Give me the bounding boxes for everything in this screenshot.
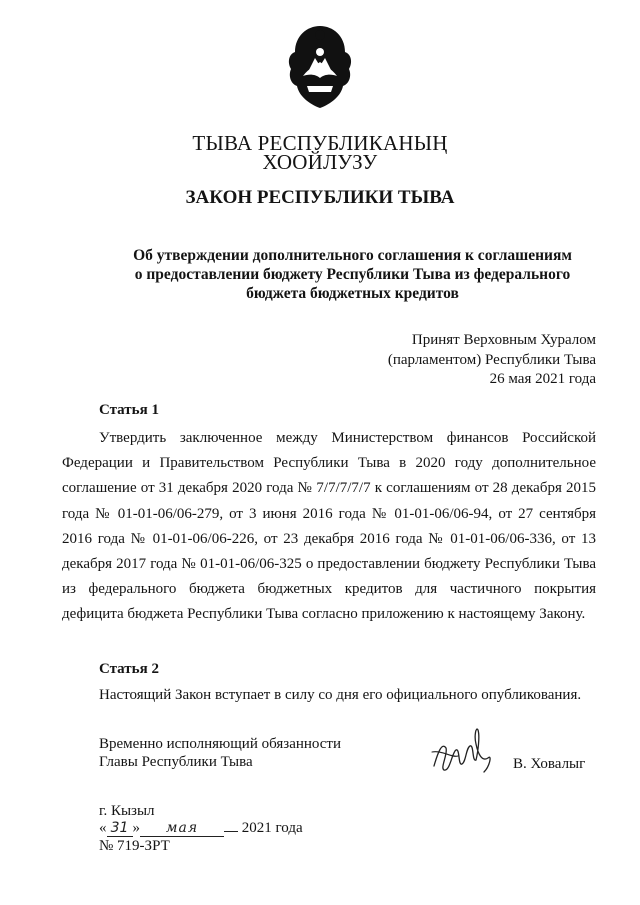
signing-place: г. Кызыл [99, 803, 155, 819]
signatory-title [99, 735, 341, 771]
date-quote-open: « [99, 820, 107, 836]
adoption-note-line2: (парламентом) Республики Тыва [387, 351, 596, 368]
date-underline [224, 831, 238, 832]
adoption-note-line1: Принят Верховным Хуралом [411, 332, 596, 348]
date-day: 31 [107, 820, 133, 837]
date-year: 2021 года [241, 820, 303, 836]
law-subject-line3: бюджета бюджетных кредитов [246, 285, 459, 302]
handwritten-signature [428, 722, 498, 780]
signatory-title-line1: Временно исполняющий обязанности [99, 736, 342, 752]
tuva-emblem-icon [285, 22, 355, 112]
adoption-note [296, 331, 596, 390]
date-quote-close: » [132, 820, 140, 836]
law-title: ЗАКОН РЕСПУБЛИКИ ТЫВА [185, 187, 455, 208]
header-title-line1: ТЫВА РЕСПУБЛИКАНЫҢ [192, 131, 448, 155]
signatory-title-line2: Главы Республики Тыва [99, 754, 253, 770]
law-subject-line1: Об утверждении дополнительного соглашения к соглашениям [133, 247, 572, 264]
date-month: мая [140, 820, 224, 837]
law-number: № 719-ЗРТ [99, 838, 170, 854]
law-subject-line2: о предоставлении бюджету Республики Тыва из федерального [134, 266, 571, 283]
signer-name: В. Ховалыг [513, 756, 586, 772]
article1-text: Утвердить заключенное между Министерством финансов Российской Федерации и Правительством Республики Тыва в 2020 году дополнительное соглашение от 31 декабря 2020 года № 7/7/7/7/7 к соглашениям от 28 декабря 2015 года № 01-01-06/06-279, от 3 июня 2016 года № 01-01-06/06-94, от 27 сентября 2016 года № 01-01-06/06-226, от 23 декабря 2016 года № 01-01-06/06-336, от 13 декабря 2017 года № 01-01-06/06-325 о предоставлении бюджету Республики Тыва из федерального бюджета бюджетных кредитов для частичного покрытия дефицита бюджета Республики Тыва согласно приложению к настоящему Закону. [62, 430, 596, 623]
article2-heading: Статья 2 [99, 661, 159, 677]
article1-heading: Статья 1 [99, 402, 159, 418]
law-subject [120, 246, 585, 303]
article2-text: Настоящий Закон вступает в силу со дня его официального опубликования. [99, 687, 582, 703]
adoption-date: 26 мая 2021 года [489, 371, 596, 387]
header-title-line2: ХООЙЛУЗУ [262, 150, 378, 174]
